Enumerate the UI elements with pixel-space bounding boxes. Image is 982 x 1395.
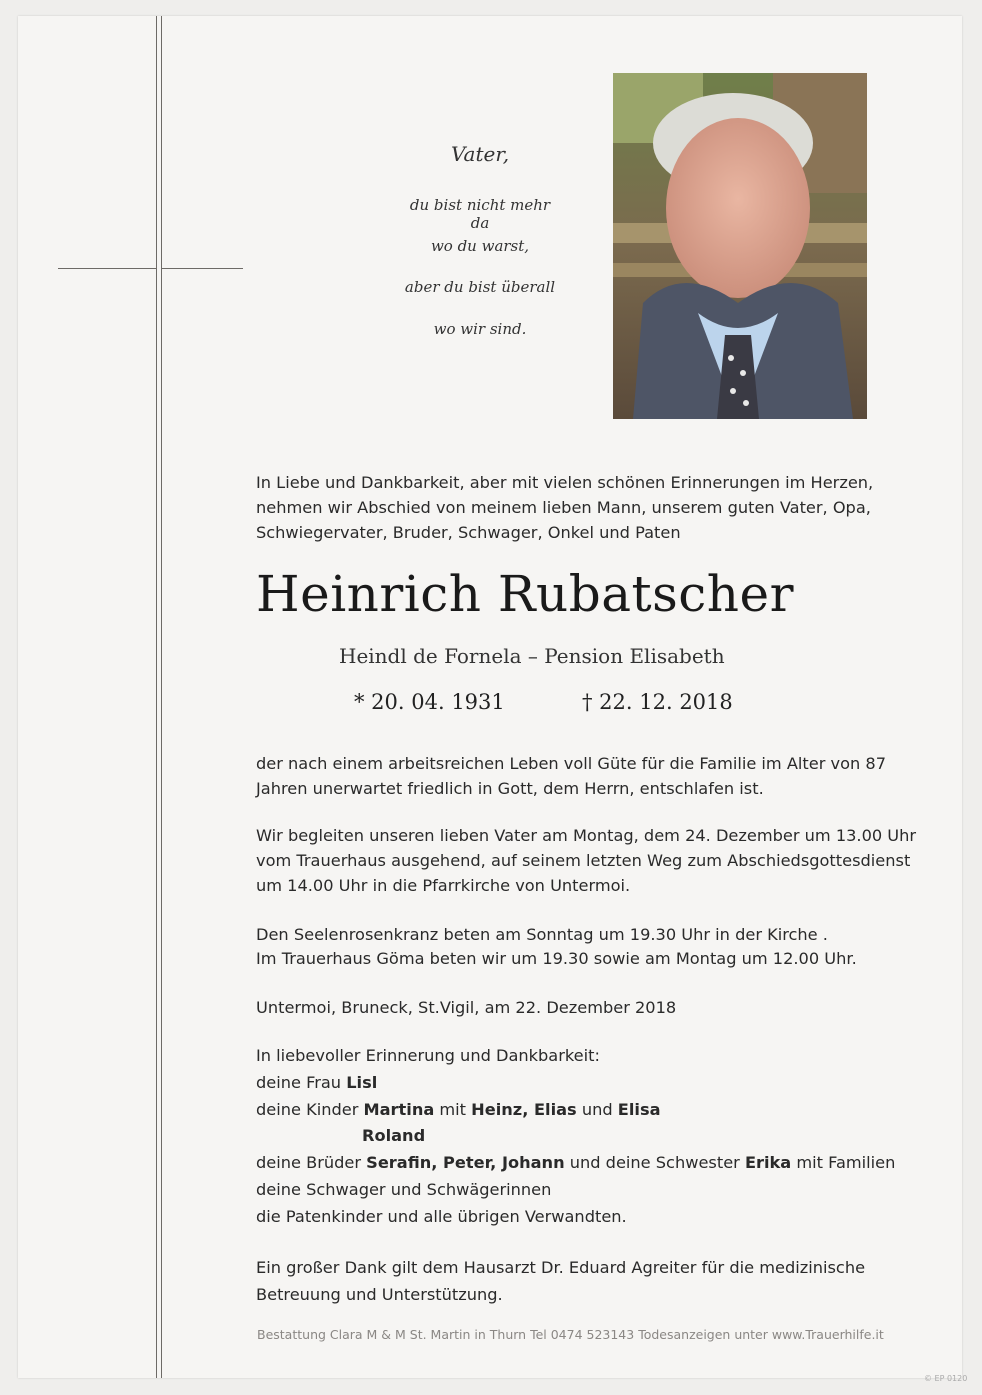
poem-line: wo du warst, (430, 237, 530, 255)
thanks-line: Ein großer Dank gilt dem Hausarzt Dr. Eduard Agreiter für die medizinische (256, 1258, 866, 1277)
mourner-name: Roland (362, 1126, 426, 1145)
rosary-line: Im Trauerhaus Göma beten wir um 19.30 sowie am Montag um 12.00 Uhr. (256, 949, 857, 968)
poem-title: Vater, (450, 142, 510, 166)
mourners-wife (256, 1070, 377, 1095)
mourner-label: mit Familien (791, 1153, 896, 1172)
funeral-line: vom Trauerhaus ausgehend, auf seinem letzten Weg zum Abschiedsgottesdienst (256, 851, 911, 870)
life-line: der nach einem arbeitsreichen Leben voll Güte für die Familie im Alter von 87 (256, 754, 887, 773)
portrait-photo (613, 73, 867, 419)
poem-line: aber du bist überall (404, 278, 556, 296)
cross-vertical-line (161, 16, 162, 1378)
deceased-nickname: Heindl de Fornela – Pension Elisabeth (339, 644, 725, 668)
mourner-name: Erika (744, 1153, 792, 1172)
life-line: Jahren unerwartet friedlich in Gott, dem Herrn, entschlafen ist. (256, 779, 764, 798)
intro-line: In Liebe und Dankbarkeit, aber mit vielen schönen Erinnerungen im Herzen, (256, 473, 874, 492)
death-date: † 22. 12. 2018 (582, 690, 733, 714)
thanks-line: Betreuung und Unterstützung. (256, 1285, 503, 1304)
print-code: © EP 0120 (924, 1374, 968, 1383)
birth-date: * 20. 04. 1931 (354, 690, 505, 714)
mourners-siblings (256, 1150, 895, 1175)
mourner-name: Heinz, Elias (471, 1100, 577, 1119)
cross-horizontal-line (161, 268, 243, 269)
intro-line: Schwiegervater, Bruder, Schwager, Onkel und Paten (256, 523, 681, 542)
mourner-label: und (576, 1100, 618, 1119)
place-date: Untermoi, Bruneck, St.Vigil, am 22. Dezember 2018 (256, 998, 677, 1017)
mourner-label: deine Brüder (256, 1153, 367, 1172)
deceased-name: Heinrich Rubatscher (256, 565, 794, 623)
poem-line: wo wir sind. (433, 320, 527, 338)
mourner-label: und deine Schwester (564, 1153, 745, 1172)
funeral-line: Wir begleiten unseren lieben Vater am Montag, dem 24. Dezember um 13.00 Uhr (256, 826, 917, 845)
mourners-children (256, 1097, 661, 1122)
mourners-intro: In liebevoller Erinnerung und Dankbarkeit: (256, 1046, 600, 1065)
funeral-line: um 14.00 Uhr in die Pfarrkirche von Untermoi. (256, 876, 631, 895)
mourners-godchildren: die Patenkinder und alle übrigen Verwandten. (256, 1207, 627, 1226)
mourner-name: Serafin, Peter, Johann (366, 1153, 565, 1172)
cross-horizontal-line (58, 268, 156, 269)
mourner-name: Elisa (617, 1100, 661, 1119)
rosary-line: Den Seelenrosenkranz beten am Sonntag um 19.30 Uhr in der Kirche . (256, 925, 828, 944)
intro-line: nehmen wir Abschied von meinem lieben Mann, unserem guten Vater, Opa, (256, 498, 871, 517)
mourner-label: deine Kinder (256, 1100, 364, 1119)
mourner-label: mit (434, 1100, 472, 1119)
mourner-label: deine Frau (256, 1073, 347, 1092)
cross-vertical-line (156, 16, 157, 1378)
mourners-inlaws: deine Schwager und Schwägerinnen (256, 1180, 552, 1199)
poem-line: du bist nicht mehr da (409, 196, 551, 232)
mourner-name: Martina (363, 1100, 435, 1119)
funeral-home-footer: Bestattung Clara M & M St. Martin in Thurn Tel 0474 523143 Todesanzeigen unter www.Trauerhilfe.it (257, 1327, 884, 1342)
mourner-name: Lisl (346, 1073, 378, 1092)
mourners-child-2 (362, 1123, 425, 1148)
